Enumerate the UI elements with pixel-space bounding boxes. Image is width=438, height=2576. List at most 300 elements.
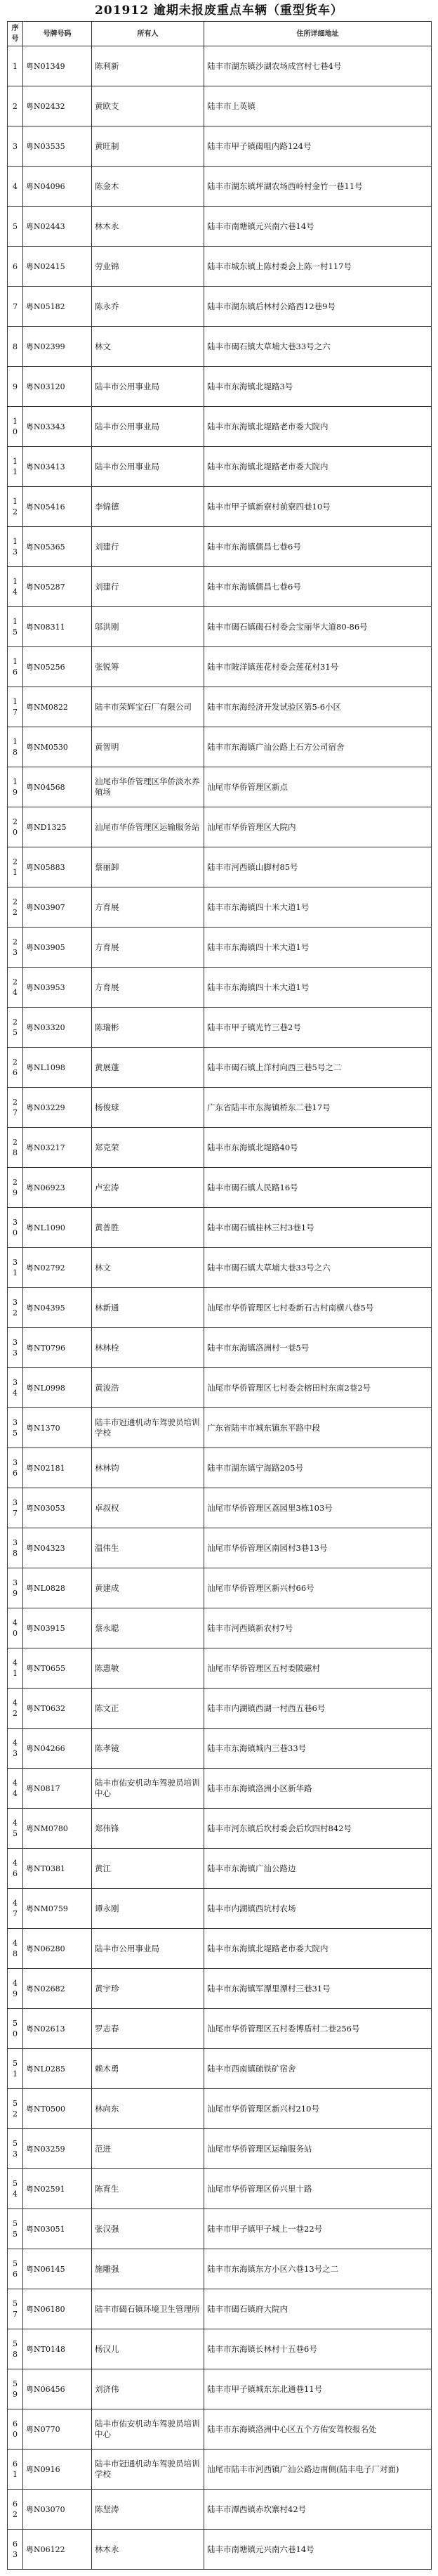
row-index: 9 (8, 367, 23, 407)
row-index: 18 (8, 727, 23, 767)
address: 陆丰市东海镇北堤路40号 (204, 1128, 432, 1168)
address: 广东省陆丰市东海镇桥东二巷17号 (204, 1088, 432, 1128)
address: 汕尾市华侨管理区侨兴里十路 (204, 2169, 432, 2209)
row-index: 27 (8, 1088, 23, 1128)
license-plate: 粤N06280 (23, 1929, 92, 1969)
address: 陆丰市东海镇北堤路老市委大院内 (204, 447, 432, 487)
license-plate: 粤N02443 (23, 207, 92, 247)
address: 陆丰市东海镇儒昌七巷6号 (204, 527, 432, 567)
owner-name: 黄普胜 (92, 1208, 204, 1248)
table-row (8, 968, 432, 1008)
address: 陆丰市河西镇山脚村85号 (204, 847, 432, 887)
row-index: 50 (8, 2009, 23, 2049)
table-row (8, 167, 432, 207)
owner-name: 刘建行 (92, 527, 204, 567)
address: 陆丰市碣石镇上洋村向西三巷5号之二 (204, 1048, 432, 1088)
row-index: 19 (8, 767, 23, 807)
owner-name: 林木永 (92, 2530, 204, 2570)
table-row (8, 1889, 432, 1929)
row-index: 22 (8, 887, 23, 928)
row-index: 28 (8, 1128, 23, 1168)
license-plate: 粤N03120 (23, 367, 92, 407)
table-row (8, 2490, 432, 2530)
row-index: 47 (8, 1889, 23, 1929)
row-index: 24 (8, 968, 23, 1008)
table-row (8, 1729, 432, 1769)
address: 汕尾市华侨管理区南园村3巷13号 (204, 1528, 432, 1568)
license-plate: 粤N03413 (23, 447, 92, 487)
license-plate: 粤N04395 (23, 1288, 92, 1328)
license-plate: 粤NL1090 (23, 1208, 92, 1248)
row-index: 58 (8, 2329, 23, 2369)
table-row (8, 687, 432, 727)
license-plate: 粤N03259 (23, 2129, 92, 2169)
row-index: 60 (8, 2409, 23, 2450)
document-title: 201912 逾期未报废重点车辆（重型货车） (95, 4, 343, 18)
table-row (8, 407, 432, 447)
table-row (8, 1809, 432, 1849)
address: 陆丰市碣石镇人民路16号 (204, 1168, 432, 1208)
license-plate: 粤N03051 (23, 2209, 92, 2249)
license-plate: 粤NL1098 (23, 1048, 92, 1088)
row-index: 33 (8, 1328, 23, 1368)
address: 陆丰市东海镇北堤路老市委大院内 (204, 1929, 432, 1969)
address: 陆丰市湖东镇宁海路205号 (204, 1448, 432, 1488)
table-row (8, 2249, 432, 2289)
license-plate: 粤N03535 (23, 126, 92, 167)
owner-name: 林文 (92, 327, 204, 367)
address: 陆丰市潭西镇赤坎寨村42号 (204, 2490, 432, 2530)
table-row (8, 1368, 432, 1408)
owner-name: 汕尾市华侨管理区华侨淡水养殖场 (92, 767, 204, 807)
header-owner: 所有人 (92, 22, 204, 46)
owner-name: 方育展 (92, 968, 204, 1008)
license-plate: 粤N03229 (23, 1088, 92, 1128)
address: 陆丰市碣石镇府大院内 (204, 2289, 432, 2329)
table-row (8, 1448, 432, 1488)
owner-name: 刘建行 (92, 567, 204, 607)
owner-name: 郑伟锋 (92, 1809, 204, 1849)
table-row (8, 1528, 432, 1568)
license-plate: 粤N08311 (23, 607, 92, 647)
row-index: 63 (8, 2530, 23, 2570)
address: 汕尾市华侨管理区新点 (204, 767, 432, 807)
row-index: 38 (8, 1528, 23, 1568)
owner-name: 陆丰市佑安机动车驾驶员培训中心 (92, 1769, 204, 1809)
table-row (8, 1088, 432, 1128)
owner-name: 劳业锦 (92, 247, 204, 287)
address: 陆丰市东海镇四十米大道1号 (204, 968, 432, 1008)
owner-name: 林木永 (92, 207, 204, 247)
table-row (8, 807, 432, 847)
table-row (8, 2049, 432, 2089)
address: 陆丰市东海镇军潭里潭村三巷31号 (204, 1969, 432, 2009)
owner-name: 谭永刚 (92, 1889, 204, 1929)
row-index: 20 (8, 807, 23, 847)
address: 陆丰市东海镇长林村十五巷6号 (204, 2329, 432, 2369)
owner-name: 陆丰市冠通机动车驾驶员培训学校 (92, 2450, 204, 2490)
row-index: 31 (8, 1248, 23, 1288)
license-plate: 粤N02792 (23, 1248, 92, 1288)
row-index: 56 (8, 2249, 23, 2289)
row-index: 30 (8, 1208, 23, 1248)
owner-name: 陈金木 (92, 167, 204, 207)
owner-name: 黄建成 (92, 1568, 204, 1608)
address: 陆丰市碣石镇大草埔大巷33号之六 (204, 1248, 432, 1288)
owner-name: 刘济伟 (92, 2369, 204, 2409)
table-row (8, 727, 432, 767)
owner-name: 卢宏涛 (92, 1168, 204, 1208)
address: 陆丰市内湖镇西湖一村西五巷6号 (204, 1689, 432, 1729)
address: 陆丰市东海镇城内三巷33号 (204, 1729, 432, 1769)
row-index: 39 (8, 1568, 23, 1608)
owner-name: 陈育生 (92, 2169, 204, 2209)
owner-name: 张锐筹 (92, 647, 204, 687)
license-plate: 粤N06923 (23, 1168, 92, 1208)
address: 陆丰市东海镇北堤路老市委大院内 (204, 407, 432, 447)
row-index: 35 (8, 1408, 23, 1448)
owner-name: 陆丰市公用事业局 (92, 1929, 204, 1969)
row-index: 57 (8, 2289, 23, 2329)
license-plate: 粤NM0780 (23, 1809, 92, 1849)
owner-name: 陆丰市公用事业局 (92, 367, 204, 407)
address: 汕尾市华侨管理区新兴村210号 (204, 2089, 432, 2129)
address: 陆丰市内湖镇西坑村农场 (204, 1889, 432, 1929)
table-row (8, 2169, 432, 2209)
table-row (8, 1408, 432, 1448)
table-body (8, 46, 432, 2570)
license-plate: 粤N02613 (23, 2009, 92, 2049)
owner-name: 黄智明 (92, 727, 204, 767)
table-row (8, 2409, 432, 2450)
address: 陆丰市西南镇硫铁矿宿舍 (204, 2049, 432, 2089)
table-row (8, 1769, 432, 1809)
header-index: 序号 (8, 22, 23, 46)
license-plate: 粤N03343 (23, 407, 92, 447)
owner-name: 林林栓 (92, 1328, 204, 1368)
address: 陆丰市甲子镇甲子城上一巷22号 (204, 2209, 432, 2249)
address: 陆丰市上英镇 (204, 86, 432, 126)
license-plate: 粤N0817 (23, 1769, 92, 1809)
owner-name: 黄展蓬 (92, 1048, 204, 1088)
owner-name: 黄江 (92, 1849, 204, 1889)
table-row (8, 1208, 432, 1248)
table-row (8, 527, 432, 567)
table-row (8, 1168, 432, 1208)
owner-name: 陆丰市荣辉宝石厂有限公司 (92, 687, 204, 727)
row-index: 16 (8, 647, 23, 687)
license-plate: 粤NL0285 (23, 2049, 92, 2089)
owner-name: 陆丰市冠通机动车驾驶员培训学校 (92, 1408, 204, 1448)
address: 陆丰市东海经济开发试验区第5-6小区 (204, 687, 432, 727)
license-plate: 粤NM0822 (23, 687, 92, 727)
vehicle-table (7, 21, 432, 2570)
table-row (8, 247, 432, 287)
license-plate: 粤N03905 (23, 928, 92, 968)
table-row (8, 1288, 432, 1328)
table-row (8, 647, 432, 687)
license-plate: 粤N04266 (23, 1729, 92, 1769)
row-index: 2 (8, 86, 23, 126)
owner-name: 陈坚涛 (92, 2490, 204, 2530)
license-plate: 粤NT0655 (23, 1648, 92, 1689)
owner-name: 卓叔权 (92, 1488, 204, 1528)
license-plate: 粤NL0998 (23, 1368, 92, 1408)
address: 陆丰市碣石镇桂林三村3巷1号 (204, 1208, 432, 1248)
address: 陆丰市碣石镇大草埔大巷33号之六 (204, 327, 432, 367)
license-plate: 粤N03953 (23, 968, 92, 1008)
address: 陆丰市东海镇四十米大道1号 (204, 928, 432, 968)
row-index: 51 (8, 2049, 23, 2089)
table-row (8, 2009, 432, 2049)
table-row (8, 887, 432, 928)
table-row (8, 287, 432, 327)
owner-name: 陈惠敏 (92, 1648, 204, 1689)
license-plate: 粤N02399 (23, 327, 92, 367)
address: 广东省陆丰市城东镇东平路中段 (204, 1408, 432, 1448)
license-plate: 粤N0770 (23, 2409, 92, 2450)
license-plate: 粤N03907 (23, 887, 92, 928)
owner-name: 罗志春 (92, 2009, 204, 2049)
license-plate: 粤NT0500 (23, 2089, 92, 2129)
license-plate: 粤N0916 (23, 2450, 92, 2490)
table-row (8, 487, 432, 527)
address: 汕尾市华侨管理区新兴村66号 (204, 1568, 432, 1608)
row-index: 34 (8, 1368, 23, 1408)
address: 陆丰市河东镇后坎村委会后坎四村842号 (204, 1809, 432, 1849)
license-plate: 粤NT0148 (23, 2329, 92, 2369)
license-plate: 粤NT0796 (23, 1328, 92, 1368)
table-row (8, 767, 432, 807)
owner-name: 邬洪刚 (92, 607, 204, 647)
address: 陆丰市东海镇洛洲中心区五个方佑安驾校报名处 (204, 2409, 432, 2450)
row-index: 55 (8, 2209, 23, 2249)
table-row (8, 207, 432, 247)
license-plate: 粤N04323 (23, 1528, 92, 1568)
license-plate: 粤N04568 (23, 767, 92, 807)
address: 汕尾市华侨管理区五村委博盾村二巷256号 (204, 2009, 432, 2049)
table-row (8, 367, 432, 407)
table-row (8, 1048, 432, 1088)
table-row (8, 2329, 432, 2369)
row-index: 49 (8, 1969, 23, 2009)
license-plate: 粤ND1325 (23, 807, 92, 847)
row-index: 45 (8, 1809, 23, 1849)
address: 汕尾市华侨管理区七村委会榕田村东南2巷2号 (204, 1368, 432, 1408)
owner-name: 温伟生 (92, 1528, 204, 1568)
table-row (8, 1488, 432, 1528)
address: 汕尾市陆丰市河西镇广汕公路边南侧(陆丰电子厂对面) (204, 2450, 432, 2490)
license-plate: 粤N02181 (23, 1448, 92, 1488)
license-plate: 粤N06145 (23, 2249, 92, 2289)
license-plate: 粤NM0530 (23, 727, 92, 767)
row-index: 44 (8, 1769, 23, 1809)
address: 陆丰市湖东镇沙湖农场成宫村七巷4号 (204, 46, 432, 86)
license-plate: 粤N05365 (23, 527, 92, 567)
table-row (8, 2530, 432, 2570)
header-address: 住所详细地址 (204, 22, 432, 46)
owner-name: 蔡丽卸 (92, 847, 204, 887)
table-row (8, 607, 432, 647)
owner-name: 杨汉儿 (92, 2329, 204, 2369)
table-row (8, 2129, 432, 2169)
row-index: 11 (8, 447, 23, 487)
license-plate: 粤N04096 (23, 167, 92, 207)
owner-name: 郑克荣 (92, 1128, 204, 1168)
row-index: 14 (8, 567, 23, 607)
license-plate: 粤N05287 (23, 567, 92, 607)
license-plate: 粤N03915 (23, 1608, 92, 1648)
table-row (8, 2450, 432, 2490)
row-index: 10 (8, 407, 23, 447)
address: 陆丰市东海镇四十米大道1号 (204, 887, 432, 928)
owner-name: 陈孝镜 (92, 1729, 204, 1769)
owner-name: 陈永乔 (92, 287, 204, 327)
owner-name: 陈利新 (92, 46, 204, 86)
address: 汕尾市华侨管理区七村委新石古村南横八巷5号 (204, 1288, 432, 1328)
address: 陆丰市甲子镇新寮村前寮四巷10号 (204, 487, 432, 527)
row-index: 40 (8, 1608, 23, 1648)
address: 陆丰市甲子镇光竹三巷2号 (204, 1008, 432, 1048)
owner-name: 施雕强 (92, 2249, 204, 2289)
address: 汕尾市华侨管理区荔园里3栋103号 (204, 1488, 432, 1528)
owner-name: 汕尾市华侨管理区运输服务站 (92, 807, 204, 847)
owner-name: 黄宇珍 (92, 1969, 204, 2009)
row-index: 13 (8, 527, 23, 567)
owner-name: 陆丰市碣石镇环境卫生管理所 (92, 2289, 204, 2329)
owner-name: 张汉强 (92, 2209, 204, 2249)
table-row (8, 1929, 432, 1969)
row-index: 12 (8, 487, 23, 527)
table-row (8, 86, 432, 126)
license-plate: 粤N06122 (23, 2530, 92, 2570)
license-plate: 粤N05256 (23, 647, 92, 687)
address: 陆丰市甲子镇碣咀内路124号 (204, 126, 432, 167)
row-index: 32 (8, 1288, 23, 1328)
owner-name: 蔡永聪 (92, 1608, 204, 1648)
license-plate: 粤NM0759 (23, 1889, 92, 1929)
row-index: 62 (8, 2490, 23, 2530)
row-index: 46 (8, 1849, 23, 1889)
row-index: 43 (8, 1729, 23, 1769)
license-plate: 粤N02591 (23, 2169, 92, 2209)
address: 陆丰市东海镇广汕公路边 (204, 1849, 432, 1889)
owner-name: 黄浚浩 (92, 1368, 204, 1408)
row-index: 6 (8, 247, 23, 287)
table-row (8, 1328, 432, 1368)
table-row (8, 327, 432, 367)
row-index: 5 (8, 207, 23, 247)
address: 陆丰市东海镇广汕公路上石方公司宿舍 (204, 727, 432, 767)
owner-name: 陆丰市公用事业局 (92, 447, 204, 487)
address: 陆丰市东海镇洛洲小区新华路 (204, 1769, 432, 1809)
owner-name: 陆丰市公用事业局 (92, 407, 204, 447)
row-index: 7 (8, 287, 23, 327)
table-row (8, 928, 432, 968)
table-header-row (8, 22, 432, 46)
license-plate: 粤N05416 (23, 487, 92, 527)
row-index: 1 (8, 46, 23, 86)
row-index: 42 (8, 1689, 23, 1729)
row-index: 21 (8, 847, 23, 887)
owner-name: 陆丰市佑安机动车驾驶员培训中心 (92, 2409, 204, 2450)
row-index: 53 (8, 2129, 23, 2169)
table-row (8, 2209, 432, 2249)
owner-name: 黄欧支 (92, 86, 204, 126)
table-row (8, 447, 432, 487)
license-plate: 粤NT0632 (23, 1689, 92, 1729)
license-plate: 粤N05883 (23, 847, 92, 887)
address: 陆丰市南塘镇元兴南六巷14号 (204, 2530, 432, 2570)
row-index: 25 (8, 1008, 23, 1048)
address: 陆丰市东海镇东方小区六巷13号之二 (204, 2249, 432, 2289)
address: 陆丰市碣石镇碣石村委会宝丽华大道80-86号 (204, 607, 432, 647)
header-plate: 号牌号码 (23, 22, 92, 46)
license-plate: 粤N02415 (23, 247, 92, 287)
table-row (8, 1248, 432, 1288)
address: 陆丰市湖东镇坪湖农场西岭村金竹一巷11号 (204, 167, 432, 207)
owner-name: 林向东 (92, 2089, 204, 2129)
license-plate: 粤N06180 (23, 2289, 92, 2329)
address: 陆丰市湖东镇后林村公路西12巷9号 (204, 287, 432, 327)
table-row (8, 2089, 432, 2129)
table-row (8, 46, 432, 86)
row-index: 4 (8, 167, 23, 207)
license-plate: 粤N02682 (23, 1969, 92, 2009)
row-index: 59 (8, 2369, 23, 2409)
owner-name: 方育展 (92, 887, 204, 928)
owner-name: 林林钧 (92, 1448, 204, 1488)
address: 汕尾市华侨管理区大院内 (204, 807, 432, 847)
table-row (8, 2289, 432, 2329)
license-plate: 粤N05182 (23, 287, 92, 327)
table-row (8, 1568, 432, 1608)
license-plate: 粤NL0828 (23, 1568, 92, 1608)
row-index: 23 (8, 928, 23, 968)
license-plate: 粤N03320 (23, 1008, 92, 1048)
owner-name: 林新通 (92, 1288, 204, 1328)
address: 陆丰市东海镇儒昌七巷6号 (204, 567, 432, 607)
table-row (8, 1648, 432, 1689)
row-index: 15 (8, 607, 23, 647)
license-plate: 粤N1370 (23, 1408, 92, 1448)
row-index: 29 (8, 1168, 23, 1208)
table-row (8, 1128, 432, 1168)
row-index: 41 (8, 1648, 23, 1689)
table-row (8, 1008, 432, 1048)
table-row (8, 2369, 432, 2409)
license-plate: 粤N06456 (23, 2369, 92, 2409)
license-plate: 粤N03053 (23, 1488, 92, 1528)
table-row (8, 1969, 432, 2009)
owner-name: 杨俊球 (92, 1088, 204, 1128)
owner-name: 范进 (92, 2129, 204, 2169)
row-index: 48 (8, 1929, 23, 1969)
license-plate: 粤N03217 (23, 1128, 92, 1168)
row-index: 36 (8, 1448, 23, 1488)
row-index: 3 (8, 126, 23, 167)
address: 陆丰市城东镇上陈村委会上陈一村117号 (204, 247, 432, 287)
table-row (8, 847, 432, 887)
address: 陆丰市甲子镇城东东北通巷11号 (204, 2369, 432, 2409)
owner-name: 赖木勇 (92, 2049, 204, 2089)
address: 汕尾市华侨管理区五村委陂磁村 (204, 1648, 432, 1689)
address: 汕尾市华侨管理区运输服务站 (204, 2129, 432, 2169)
owner-name: 方育展 (92, 928, 204, 968)
row-index: 54 (8, 2169, 23, 2209)
owner-name: 黄旺制 (92, 126, 204, 167)
table-row (8, 1608, 432, 1648)
